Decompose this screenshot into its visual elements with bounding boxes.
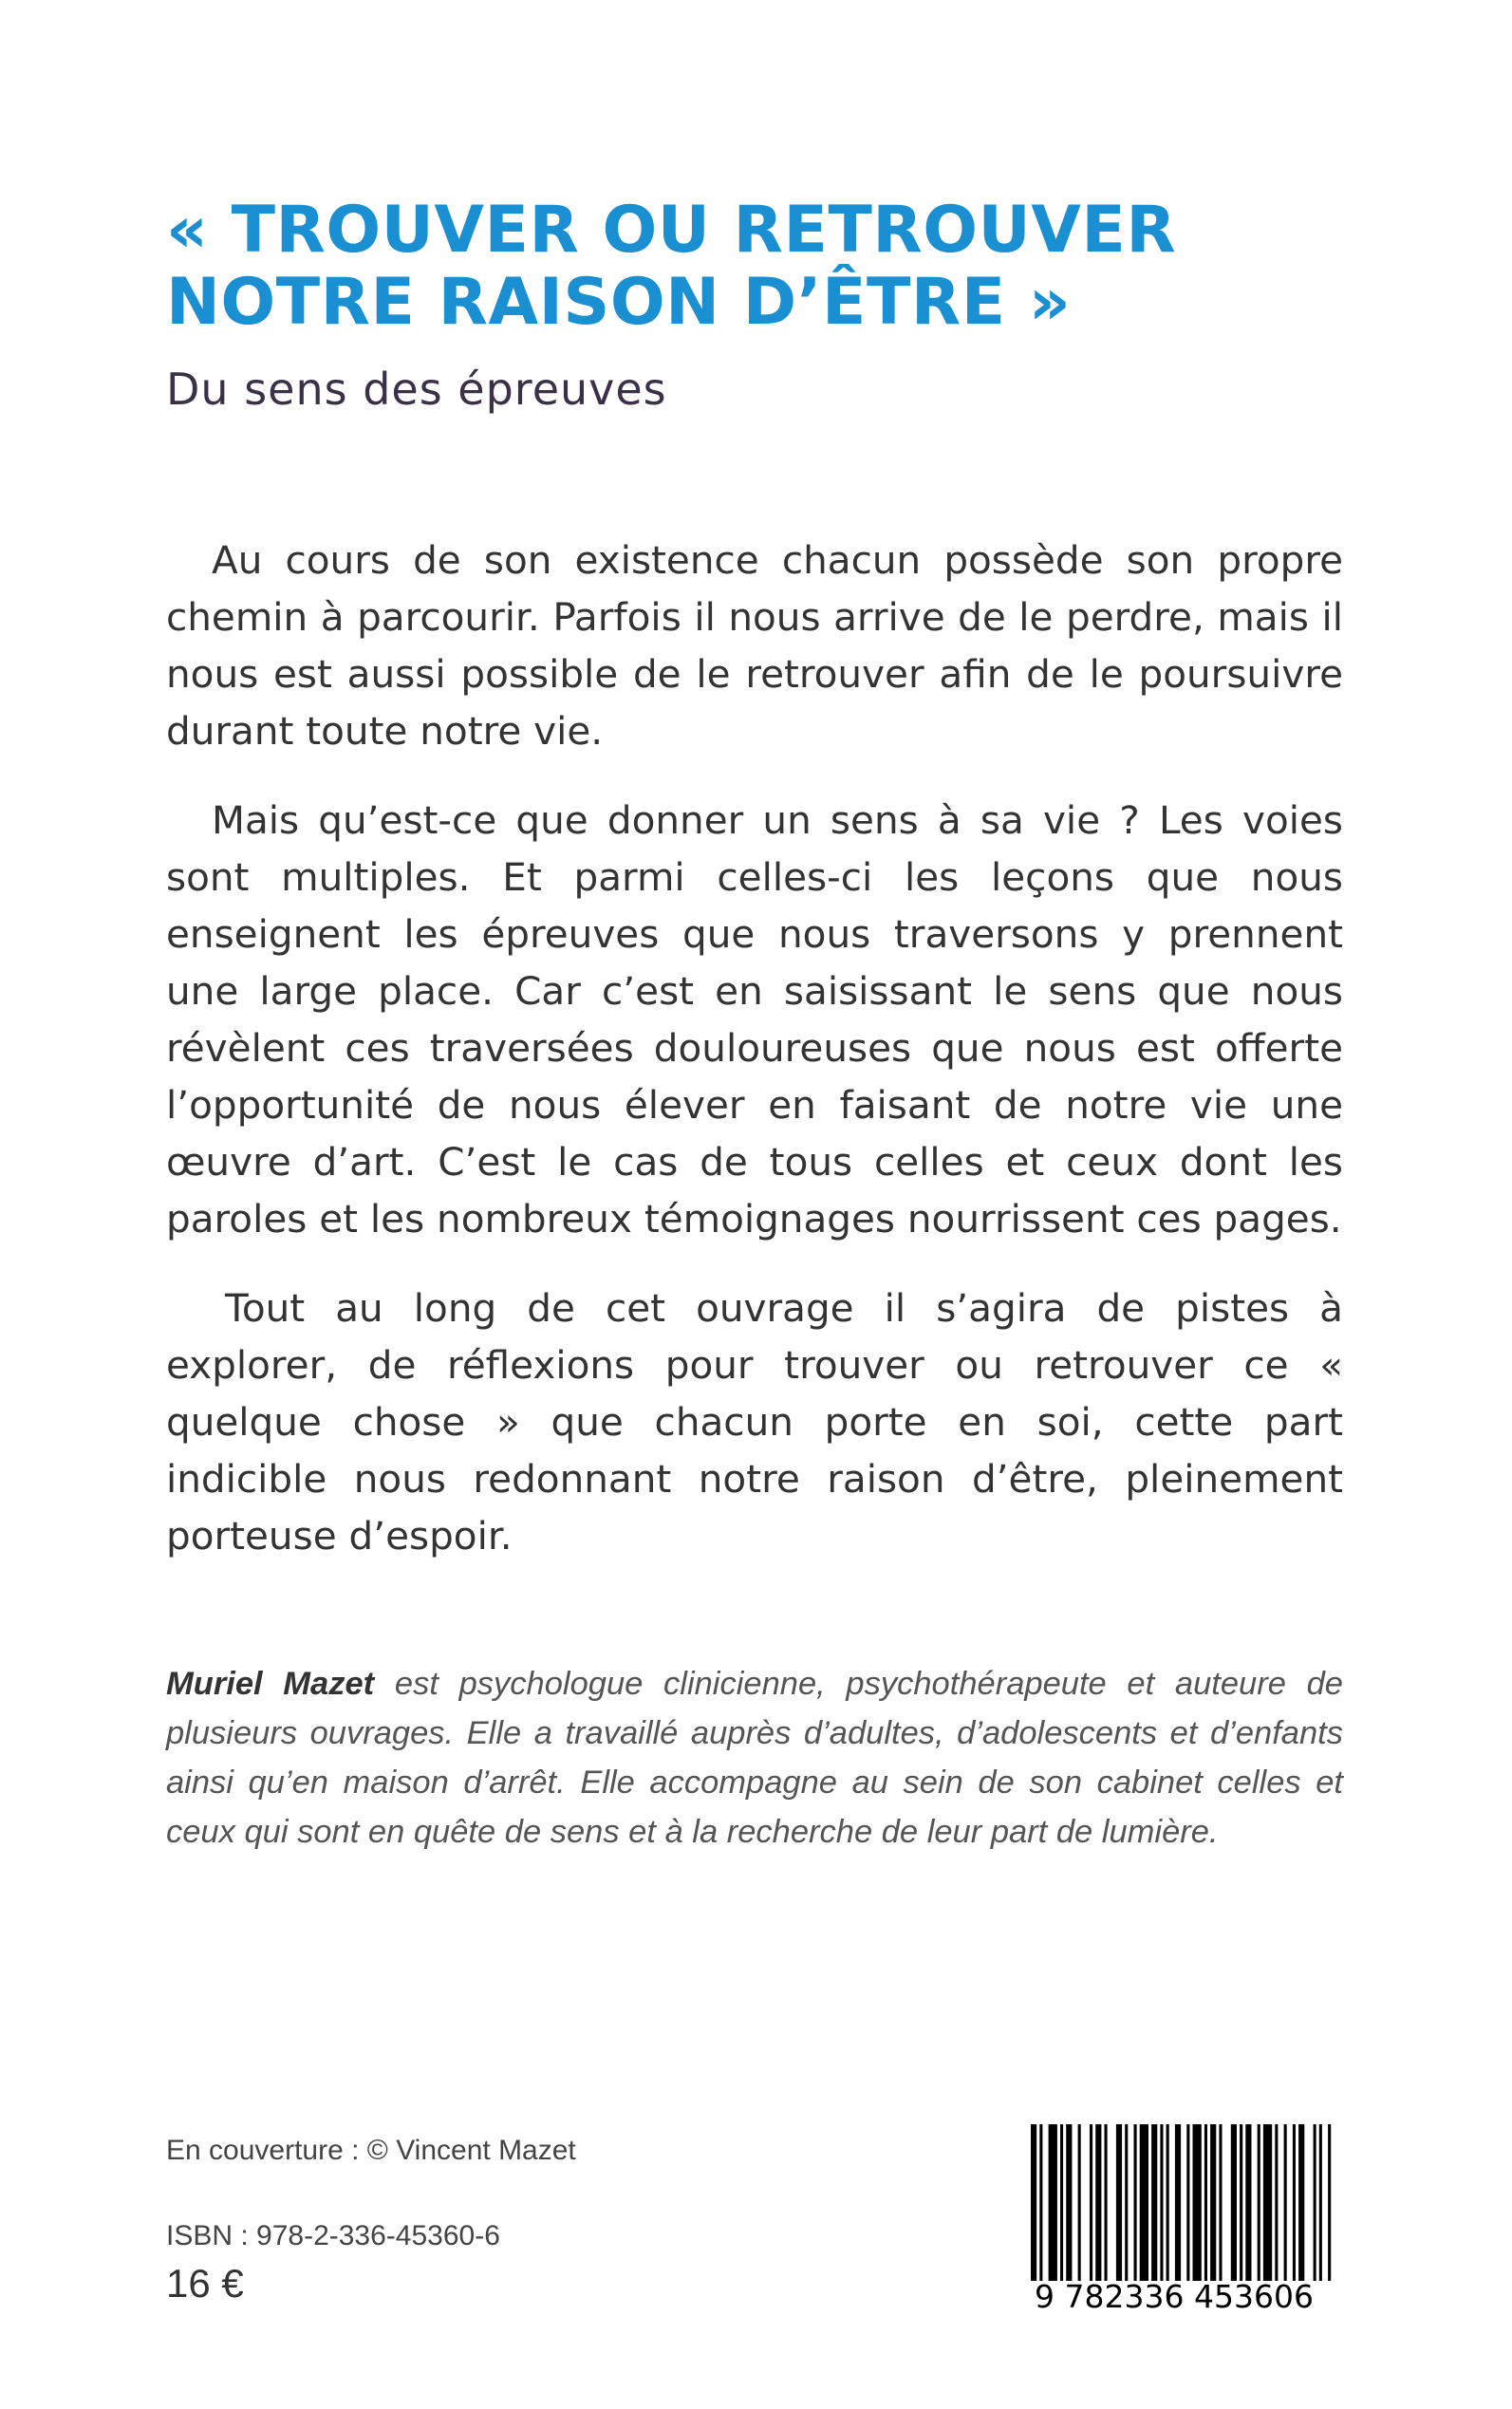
barcode-bar	[1066, 2124, 1072, 2281]
barcode-bar	[1219, 2124, 1222, 2281]
barcode-bar	[1275, 2124, 1278, 2281]
barcode-bar	[1167, 2124, 1169, 2281]
barcode-icon	[1025, 2124, 1334, 2300]
book-title-line-1: « TROUVER OU RETROUVER	[166, 193, 1177, 268]
barcode-bar	[1328, 2124, 1331, 2281]
barcode-bar	[1298, 2124, 1304, 2281]
barcode-bar	[1090, 2124, 1092, 2281]
author-bio	[166, 1659, 1343, 1857]
blurb-paragraph-1: Au cours de son existence chacun possède son propre chemin à parcourir. Parfois il nous arrive de le perdre, mais il nous est aussi possible de le retrouver afin de le poursuivre durant toute notre vie.	[166, 537, 1343, 754]
barcode-bar	[1245, 2124, 1251, 2281]
price: 16 €	[166, 2261, 244, 2306]
barcode-bar	[1140, 2124, 1148, 2281]
blurb-paragraph-2: Mais qu’est-ce que donner un sens à sa vie ? Les voies sont multiples. Et parmi celles-ci les leçons que nous enseignent les épreuves que nous traversons y prennent une large place. Car c’est en saisissant le sens que nous révèlent ces traversées douloureuses que nous est offerte l’opportunité de nous élever en faisant de notre vie une œuvre d’art. C’est le cas de tous celles et ceux dont les paroles et les nombreux témoignages nourrissent ces pages.	[166, 797, 1343, 1242]
book-subtitle: Du sens des épreuves	[166, 364, 667, 415]
barcode-bar	[1193, 2124, 1202, 2281]
blurb-paragraph-3: Tout au long de cet ouvrage il s’agira de pistes à explorer, de réflexions pour trouver ou retrouver ce « quelque chose » que chacun porte en soi, cette part indicible nous redonnant notre raison d’être, pleinement porteuse d’espoir.	[166, 1285, 1343, 1559]
barcode-bar	[1204, 2124, 1207, 2281]
author-name: Muriel Mazet	[166, 1666, 375, 1702]
credits	[166, 2132, 576, 2308]
barcode-bar	[1210, 2124, 1216, 2281]
barcode-bar	[1095, 2124, 1101, 2281]
barcode-bar	[1284, 2124, 1287, 2281]
barcode-bar	[1263, 2124, 1272, 2281]
barcode-bar	[1039, 2124, 1042, 2281]
title-block	[166, 195, 1258, 415]
barcode-bar	[1240, 2124, 1242, 2281]
cover-credit: En couverture : © Vincent Mazet	[166, 2135, 576, 2166]
barcode-bar	[1319, 2124, 1322, 2281]
barcode-bar	[1314, 2124, 1316, 2281]
barcode-bar	[1134, 2124, 1137, 2281]
barcode-bar	[1125, 2124, 1128, 2281]
barcode-bar	[1175, 2124, 1181, 2281]
barcode-bar	[1060, 2124, 1063, 2281]
barcode-bar	[1049, 2124, 1057, 2281]
barcode-bar	[1258, 2124, 1260, 2281]
barcode-bar	[1116, 2124, 1122, 2281]
author-bio-text: est psychologue clinicienne, psychothérapeute et auteure de plusieurs ouvrages. Elle a travaillé auprès d’adultes, d’adolescents et d’enfants ainsi qu’en maison d’arrêt. Elle accompagne au sein de son cabinet celles et ceux qui sont en quête de sens et à la recherche de leur part de lumière.	[166, 1666, 1343, 1850]
isbn: ISBN : 978-2-336-45360-6	[166, 2220, 500, 2251]
barcode-bar	[1231, 2124, 1237, 2281]
barcode-bar	[1186, 2124, 1189, 2281]
barcode-bar	[1078, 2124, 1081, 2281]
blurb	[166, 532, 1343, 1597]
barcode-bar	[1105, 2124, 1108, 2281]
book-title-line-2: NOTRE RAISON D’ÊTRE »	[166, 265, 1072, 340]
barcode-bar	[1293, 2124, 1296, 2281]
barcode-bar	[1031, 2124, 1036, 2281]
barcode-bar	[1160, 2124, 1163, 2281]
barcode-digits: 9 782336 453606	[1035, 2278, 1314, 2315]
barcode-bar	[1151, 2124, 1157, 2281]
